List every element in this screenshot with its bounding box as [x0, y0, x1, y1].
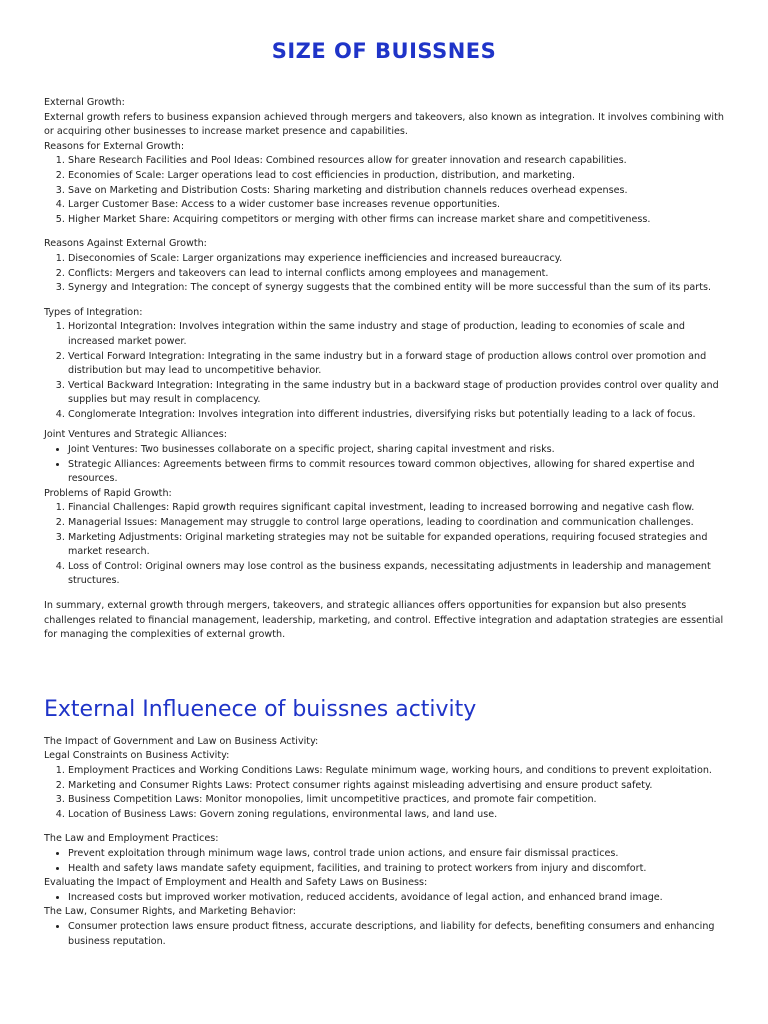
list-item: 2. Marketing and Consumer Rights Laws: Protect consumer rights against misleading advertising and ensure product safety.: [68, 779, 724, 794]
list-item: 1. Employment Practices and Working Conditions Laws: Regulate minimum wage, working hours, and conditions to prevent exploitation.: [68, 764, 724, 779]
employment-list: [44, 847, 724, 876]
reasons-for-heading: Reasons for External Growth:: [44, 140, 185, 152]
list-item: 4. Location of Business Laws: Govern zoning regulations, environmental laws, and land use.: [68, 808, 724, 823]
employment-heading: The Law and Employment Practices:: [44, 833, 219, 845]
reasons-for-list: [44, 154, 724, 227]
external-growth-heading: External Growth:: [44, 97, 125, 108]
jv-heading: Joint Ventures and Strategic Alliances:: [44, 429, 228, 441]
list-item: 1. Diseconomies of Scale: Larger organizations may experience inefficiencies and increased bureaucracy.: [68, 252, 724, 267]
list-item: 5. Higher Market Share: Acquiring competitors or merging with other firms can increase market share and competitiveness.: [68, 213, 724, 228]
types-heading: Types of Integration:: [44, 306, 143, 318]
summary-paragraph: In summary, external growth through mergers, takeovers, and strategic alliances offers opportunities for expansion but also presents challenges related to financial management, leadership, marketing, and control. Effective integration and adaptation strategies are essential for managing the complexities of external growth.: [44, 600, 724, 641]
legal-list: [44, 764, 724, 822]
list-item: 2. Managerial Issues: Management may struggle to control large operations, leading to coordination and communication challenges.: [68, 516, 724, 531]
jv-list: [44, 443, 724, 487]
list-item: 3. Business Competition Laws: Monitor monopolies, limit uncompetitive practices, and promote fair competition.: [68, 793, 724, 808]
list-item: 2. Conflicts: Mergers and takeovers can lead to internal conflicts among employees and management.: [68, 267, 724, 282]
list-item: 2. Vertical Forward Integration: Integrating in the same industry but in a forward stage of production allows control over promotion and distribution but may lead to uncompetitive behavior.: [68, 350, 724, 379]
legal-heading: Legal Constraints on Business Activity:: [44, 750, 230, 762]
consumer-list: [44, 920, 724, 949]
list-item: • Consumer protection laws ensure product fitness, accurate descriptions, and liability for defects, benefiting consumers and enhancing business reputation.: [68, 920, 724, 949]
consumer-heading: The Law, Consumer Rights, and Marketing Behavior:: [44, 906, 297, 918]
list-item: 1. Share Research Facilities and Pool Ideas: Combined resources allow for greater innovation and research capabilities.: [68, 154, 724, 169]
list-item: • Increased costs but improved worker motivation, reduced accidents, avoidance of legal action, and enhanced brand image.: [68, 891, 724, 906]
list-item: • Joint Ventures: Two businesses collaborate on a specific project, sharing capital investment and risks.: [68, 443, 724, 458]
types-list: [44, 320, 724, 422]
list-item: • Strategic Alliances: Agreements between firms to commit resources toward common objectives, allowing for shared expertise and resources.: [68, 458, 724, 487]
list-item: 3. Vertical Backward Integration: Integrating in the same industry but in a backward stage of production provides control over quality and supplies but may result in complacency.: [68, 379, 724, 408]
list-item: 3. Marketing Adjustments: Original marketing strategies may not be suitable for expanded operations, requiring focused strategies and market research.: [68, 531, 724, 560]
list-item: 4. Larger Customer Base: Access to a wider customer base increases revenue opportunities.: [68, 198, 724, 213]
problems-list: [44, 501, 724, 589]
evaluating-list: [44, 891, 724, 906]
list-item: • Health and safety laws mandate safety equipment, facilities, and training to protect workers from injury and discomfort.: [68, 862, 724, 877]
section-title: External Influenece of buissnes activity: [44, 696, 477, 722]
page-title: SIZE OF BUISSNES: [271, 39, 497, 63]
problems-heading: Problems of Rapid Growth:: [44, 487, 172, 499]
reasons-against-heading: Reasons Against External Growth:: [44, 238, 207, 250]
list-item: 1. Financial Challenges: Rapid growth requires significant capital investment, leading to increased borrowing and negative cash flow.: [68, 501, 724, 516]
list-item: 3. Save on Marketing and Distribution Costs: Sharing marketing and distribution channels reduces overhead expenses.: [68, 184, 724, 199]
list-item: 2. Economies of Scale: Larger operations lead to cost efficiencies in production, distribution, and marketing.: [68, 169, 724, 184]
evaluating-heading: Evaluating the Impact of Employment and Health and Safety Laws on Business:: [44, 877, 428, 889]
reasons-against-list: [44, 252, 724, 296]
impact-heading: The Impact of Government and Law on Business Activity:: [44, 735, 319, 747]
list-item: 4. Conglomerate Integration: Involves integration into different industries, diversifying risks but potentially leading to a lack of focus.: [68, 408, 724, 423]
list-item: • Prevent exploitation through minimum wage laws, control trade union actions, and ensure fair dismissal practices.: [68, 847, 724, 862]
list-item: 3. Synergy and Integration: The concept of synergy suggests that the combined entity will be more successful than the sum of its parts.: [68, 281, 724, 296]
external-growth-intro: External growth refers to business expansion achieved through mergers and takeovers, also known as integration. It involves combining with or acquiring other businesses to increase market presence and capabilities.: [44, 111, 724, 138]
list-item: 4. Loss of Control: Original owners may lose control as the business expands, necessitating adjustments in leadership and management structures.: [68, 560, 724, 589]
list-item: 1. Horizontal Integration: Involves integration within the same industry and stage of production, leading to economies of scale and increased market power.: [68, 320, 724, 349]
